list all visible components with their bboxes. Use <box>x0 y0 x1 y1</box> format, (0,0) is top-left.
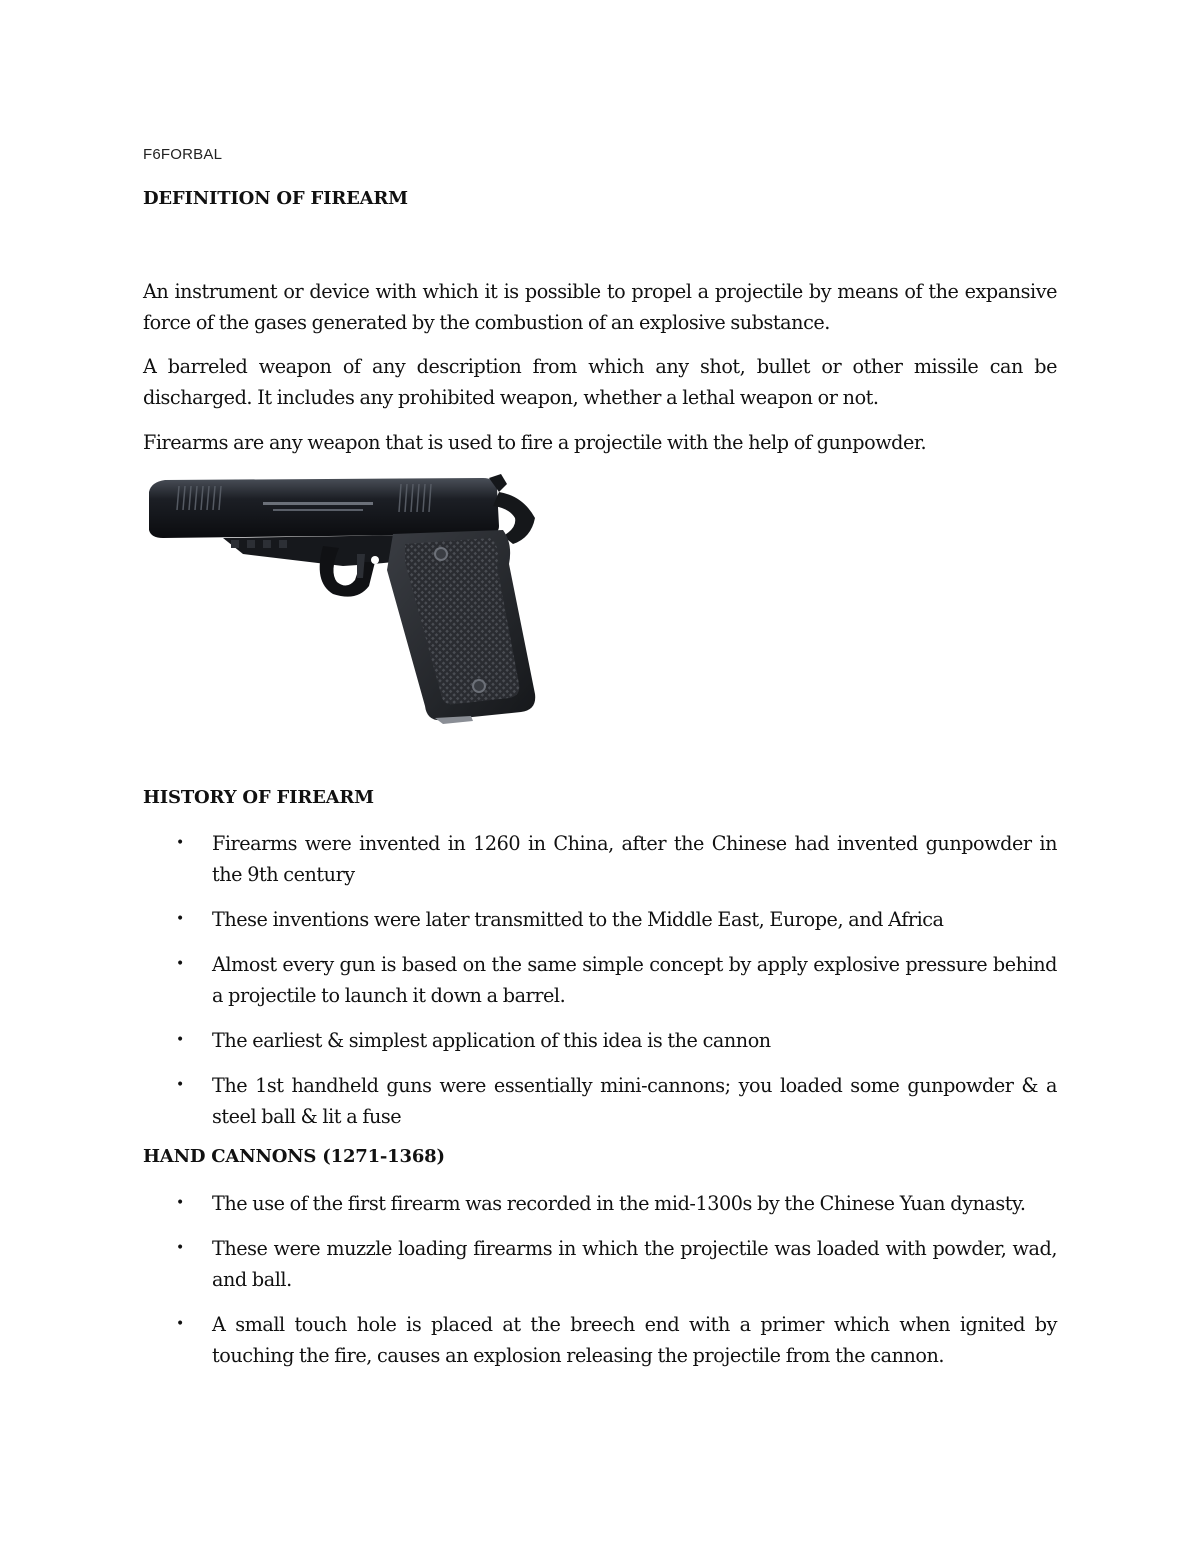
bullet-icon: • <box>176 956 184 972</box>
hand-cannons-heading: HAND CANNONS (1271-1368) <box>143 1146 445 1167</box>
list-item <box>143 949 1057 1011</box>
hand-cannons-bullet-text-1: The use of the first firearm was recorded in the mid-1300s by the Chinese Yuan dynasty. <box>212 1192 1026 1215</box>
pistol-image <box>143 474 543 724</box>
history-bullet-text-4: The earliest & simplest application of this idea is the cannon <box>212 1029 771 1052</box>
bullet-icon: • <box>176 1316 184 1332</box>
bullet-icon: • <box>176 1077 184 1093</box>
definition-paragraph-3: Firearms are any weapon that is used to fire a projectile with the help of gunpowder. <box>143 431 927 454</box>
hand-cannons-bullet-text-3: A small touch hole is placed at the breech end with a primer which when ignited by touching the fire, causes an explosion releasing the projectile from the cannon. <box>212 1313 1057 1367</box>
history-bullet-text-3: Almost every gun is based on the same simple concept by apply explosive pressure behind a projectile to launch it down a barrel. <box>212 953 1057 1007</box>
definition-heading: DEFINITION OF FIREARM <box>143 188 408 209</box>
history-bullet-list <box>143 828 1057 1132</box>
history-bullet-text-5: The 1st handheld guns were essentially mini-cannons; you loaded some gunpowder & a steel ball & lit a fuse <box>212 1074 1057 1128</box>
list-item <box>143 828 1057 890</box>
document-code: F6FORBAL <box>143 146 223 163</box>
list-item <box>143 1188 1057 1219</box>
list-item <box>143 1233 1057 1295</box>
bullet-icon: • <box>176 1195 184 1211</box>
history-bullet-text-1: Firearms were invented in 1260 in China, after the Chinese had invented gunpowder in the 9th century <box>212 832 1057 886</box>
list-item <box>143 1070 1057 1132</box>
bullet-icon: • <box>176 1032 184 1048</box>
list-item <box>143 1025 1057 1056</box>
history-bullet-text-2: These inventions were later transmitted to the Middle East, Europe, and Africa <box>212 908 944 931</box>
bullet-icon: • <box>176 835 184 851</box>
definition-paragraph-1: An instrument or device with which it is possible to propel a projectile by means of the expansive force of the gases generated by the combustion of an explosive substance. <box>143 280 1057 334</box>
bullet-icon: • <box>176 911 184 927</box>
definition-paragraph-2: A barreled weapon of any description from which any shot, bullet or other missile can be discharged. It includes any prohibited weapon, whether a lethal weapon or not. <box>143 355 1057 409</box>
list-item <box>143 1309 1057 1371</box>
hand-cannons-bullet-list <box>143 1188 1057 1371</box>
hand-cannons-bullet-text-2: These were muzzle loading firearms in which the projectile was loaded with powder, wad, and ball. <box>212 1237 1057 1291</box>
history-heading: HISTORY OF FIREARM <box>143 787 374 808</box>
list-item <box>143 904 1057 935</box>
bullet-icon: • <box>176 1240 184 1256</box>
